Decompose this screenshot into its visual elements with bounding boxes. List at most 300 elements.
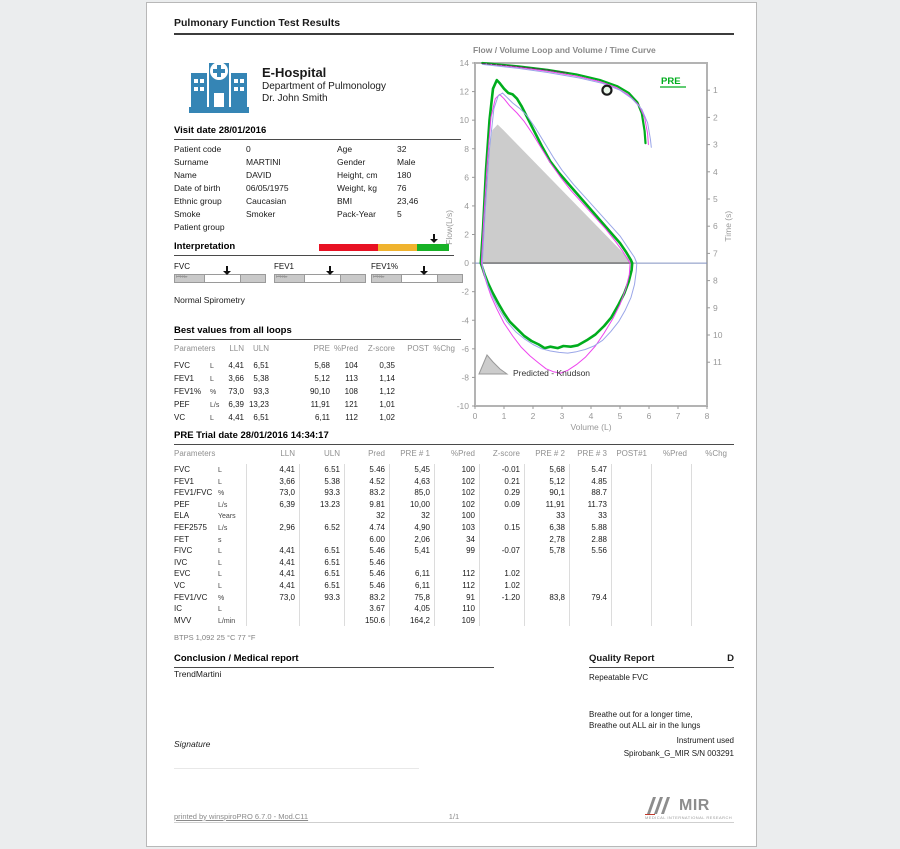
patient-field xyxy=(174,183,334,196)
table-cell xyxy=(299,510,344,522)
table-cell: 0.29 xyxy=(479,487,524,499)
volume-tick-label: 8 xyxy=(704,411,710,421)
pre-trial-title: PRE Trial date 28/01/2016 14:34:17 xyxy=(174,430,734,445)
parameter-name: FEF2575 xyxy=(174,522,207,532)
table-cell: 83.2 xyxy=(344,487,389,499)
table-cell xyxy=(399,411,433,424)
page-number: 1/1 xyxy=(448,812,460,821)
table-cell: -0.01 xyxy=(479,464,524,476)
table-cell: 1,02 xyxy=(379,413,395,422)
time-tick-label: 6 xyxy=(713,221,718,232)
column-header: PRE # 2 xyxy=(535,449,565,458)
volume-tick-label: 2 xyxy=(530,411,536,421)
volume-tick-label: 6 xyxy=(646,411,652,421)
time-tick-label: 3 xyxy=(713,139,718,150)
column-header: POST xyxy=(407,344,429,353)
patient-field-value: MARTINI xyxy=(246,157,281,167)
column-header: POST#1 xyxy=(616,449,647,458)
time-tick-label: 8 xyxy=(713,275,718,286)
time-tick-label: 1 xyxy=(713,85,718,96)
flow-tick-label: 4 xyxy=(464,200,469,211)
table-cell: 103 xyxy=(434,522,479,534)
table-cell: 88.7 xyxy=(569,487,611,499)
hospital-icon xyxy=(187,55,251,117)
patient-field-label: Gender xyxy=(337,157,366,167)
severity-arrow-icon xyxy=(430,234,438,243)
table-cell: 90,1 xyxy=(524,487,569,499)
table-cell: 0.15 xyxy=(479,522,524,534)
table-cell: 110 xyxy=(434,603,479,615)
table-cell: 4.74 xyxy=(344,522,389,534)
patient-field-value: 5 xyxy=(397,209,402,219)
table-cell: 6.52 xyxy=(299,522,344,534)
gauge-segment xyxy=(401,275,438,282)
btps-line: BTPS 1,092 25 °C 77 °F xyxy=(174,633,256,642)
time-tick-label: 7 xyxy=(713,248,718,259)
table-cell xyxy=(611,522,651,534)
volume-tick-label: 5 xyxy=(617,411,623,421)
parameter-name: FEV1 xyxy=(174,476,195,486)
table-cell xyxy=(246,615,299,627)
table-cell xyxy=(651,580,691,592)
parameter-name: PEF xyxy=(174,400,190,409)
table-cell: 100 xyxy=(434,464,479,476)
table-cell xyxy=(691,557,731,569)
table-cell xyxy=(399,372,433,385)
hospital-doctor: Dr. John Smith xyxy=(262,93,328,104)
table-cell: % xyxy=(218,594,225,602)
patient-field-label: Surname xyxy=(174,157,209,167)
patient-field-label: Patient group xyxy=(174,222,225,232)
table-cell: 1,14 xyxy=(379,374,395,383)
table-cell: 5.38 xyxy=(299,476,344,488)
table-cell: 11.73 xyxy=(569,499,611,511)
table-cell xyxy=(611,534,651,546)
column-header: LLN xyxy=(280,449,295,458)
table-cell: 5,68 xyxy=(314,361,330,370)
table-cell: 32 xyxy=(344,510,389,522)
flow-tick-label: -6 xyxy=(461,343,469,354)
gauge-segment xyxy=(241,275,265,282)
patient-info-left xyxy=(174,144,334,235)
table-cell: 109 xyxy=(434,615,479,627)
page-title: Pulmonary Function Test Results xyxy=(174,17,734,35)
gauge-pre-tag: PRE xyxy=(176,274,188,280)
column-header: %Chg xyxy=(433,344,455,353)
patient-field-label: Weight, kg xyxy=(337,183,378,193)
table-cell xyxy=(691,464,731,476)
hospital-name: E-Hospital xyxy=(262,65,327,80)
parameter-name: IC xyxy=(174,604,182,614)
time-tick-label: 4 xyxy=(713,166,718,177)
severity-segment xyxy=(319,244,378,251)
table-cell xyxy=(611,557,651,569)
table-cell: 5,12 xyxy=(524,476,569,488)
table-cell: 33 xyxy=(569,510,611,522)
table-cell: Years xyxy=(218,513,236,521)
table-cell: -1.20 xyxy=(479,592,524,604)
table-cell: 0.21 xyxy=(479,476,524,488)
table-cell xyxy=(691,592,731,604)
conclusion-title: Conclusion / Medical report xyxy=(174,653,494,668)
table-cell: L xyxy=(210,363,214,370)
flow-tick-label: -2 xyxy=(461,286,469,297)
volume-tick-label: 4 xyxy=(588,411,594,421)
table-cell: L xyxy=(210,415,214,422)
table-cell xyxy=(691,580,731,592)
patient-field xyxy=(174,222,334,235)
x-axis-title: Volume (L) xyxy=(570,422,612,432)
table-cell: 121 xyxy=(344,400,358,409)
table-cell xyxy=(479,615,524,627)
table-cell xyxy=(651,592,691,604)
table-cell xyxy=(479,603,524,615)
parameter-name: PEF xyxy=(174,499,190,509)
gauge-pre-tag: PRE xyxy=(373,274,385,280)
table-cell: 100 xyxy=(434,510,479,522)
patient-field-value: 06/05/1975 xyxy=(246,183,289,193)
table-cell xyxy=(524,603,569,615)
table-cell xyxy=(299,603,344,615)
table-cell xyxy=(611,603,651,615)
table-cell xyxy=(611,568,651,580)
gauge-bar xyxy=(274,274,366,283)
gauge-arrow-icon xyxy=(326,266,334,275)
patient-field-value: 0 xyxy=(246,144,251,154)
table-cell xyxy=(299,534,344,546)
table-cell xyxy=(691,568,731,580)
table-cell: L/s xyxy=(218,501,228,509)
patient-field-label: Age xyxy=(337,144,353,154)
table-cell: 0,35 xyxy=(379,361,395,370)
table-cell: 104 xyxy=(344,361,358,370)
table-cell: -0.07 xyxy=(479,545,524,557)
table-cell: 91 xyxy=(434,592,479,604)
table-cell xyxy=(651,545,691,557)
table-cell: 5,38 xyxy=(253,374,269,383)
parameter-name: FEV1/FVC xyxy=(174,488,213,498)
table-cell: 75,8 xyxy=(389,592,434,604)
footer-rule xyxy=(174,822,734,823)
column-header: ULN xyxy=(252,344,269,353)
gauge-label: FVC xyxy=(174,262,190,271)
parameter-name: FEV1 xyxy=(174,374,195,383)
table-cell: 112 xyxy=(434,568,479,580)
table-cell xyxy=(479,534,524,546)
table-cell xyxy=(691,615,731,627)
table-cell: 2,96 xyxy=(246,522,299,534)
table-cell: 4,41 xyxy=(246,557,299,569)
quality-line: Repeatable FVC xyxy=(589,673,649,682)
parameter-name: FVC xyxy=(174,361,190,370)
table-cell xyxy=(611,615,651,627)
table-cell: 113 xyxy=(345,374,358,383)
column-header: Z-score xyxy=(367,344,395,353)
table-cell: L xyxy=(218,467,222,474)
table-cell xyxy=(569,557,611,569)
table-cell: 5,41 xyxy=(389,545,434,557)
flow-tick-label: -10 xyxy=(456,401,469,411)
best-values-table xyxy=(174,343,464,424)
table-cell: % xyxy=(210,389,217,396)
table-cell: 4.52 xyxy=(344,476,389,488)
table-cell: L xyxy=(218,548,222,556)
parameter-name: FVC xyxy=(174,465,190,474)
table-cell: 73,0 xyxy=(246,487,299,499)
table-cell: 73,0 xyxy=(246,592,299,604)
patient-field-value: Smoker xyxy=(246,209,276,219)
patient-field-label: Patient code xyxy=(174,144,222,154)
parameter-name: VC xyxy=(174,580,186,590)
table-cell: 6,11 xyxy=(389,568,434,580)
table-cell: 5.46 xyxy=(344,568,389,580)
table-cell xyxy=(651,534,691,546)
time-tick-label: 11 xyxy=(713,357,722,368)
quality-report-title: Quality Report xyxy=(589,653,655,664)
table-cell: 4,05 xyxy=(389,603,434,615)
table-cell: 33 xyxy=(524,510,569,522)
gauge-segment xyxy=(341,275,365,282)
table-cell: 4,41 xyxy=(228,413,244,422)
table-cell: 5,68 xyxy=(524,464,569,476)
mir-logo-caption: MEDICAL INTERNATIONAL RESEARCH xyxy=(645,815,733,820)
patient-field-label: Date of birth xyxy=(174,183,221,193)
volume-tick-label: 3 xyxy=(559,411,565,421)
table-cell: 93,3 xyxy=(253,387,269,396)
instrument-block xyxy=(507,736,734,758)
table-cell xyxy=(611,487,651,499)
table-cell xyxy=(399,398,433,411)
table-cell xyxy=(651,510,691,522)
table-cell xyxy=(651,615,691,627)
table-cell xyxy=(691,603,731,615)
table-cell: 5,45 xyxy=(389,464,434,476)
table-cell: 6,11 xyxy=(315,413,330,422)
table-cell: L/s xyxy=(210,402,220,409)
quality-advice-line: Breathe out ALL air in the lungs xyxy=(589,721,701,730)
quality-advice-line: Breathe out for a longer time, xyxy=(589,710,693,719)
table-cell: L xyxy=(218,478,222,486)
flow-tick-label: -8 xyxy=(461,372,469,383)
instrument-label: Instrument used xyxy=(676,736,734,745)
table-cell: 85,0 xyxy=(389,487,434,499)
table-cell xyxy=(611,510,651,522)
gauge-fvc xyxy=(174,262,266,283)
parameter-name: VC xyxy=(174,413,186,422)
table-cell xyxy=(434,557,479,569)
table-cell: 1,01 xyxy=(379,400,395,409)
patient-field-label: Smoke xyxy=(174,209,201,219)
patient-field-value: Male xyxy=(397,157,416,167)
parameter-name: ELA xyxy=(174,511,190,521)
table-cell: 6.51 xyxy=(299,464,344,476)
quality-report xyxy=(589,653,734,731)
gauge-bar xyxy=(174,274,266,283)
quality-grade: D xyxy=(727,653,734,664)
flow-tick-label: 2 xyxy=(464,229,469,240)
gauge-arrow-icon xyxy=(420,266,428,275)
mir-logo-text: MIR xyxy=(679,797,710,814)
table-cell: 93.3 xyxy=(299,487,344,499)
table-cell: 3,66 xyxy=(246,476,299,488)
parameter-name: FET xyxy=(174,534,190,544)
interpretation-result: Normal Spirometry xyxy=(174,295,245,305)
volume-tick-label: 1 xyxy=(501,411,507,421)
flow-tick-label: 6 xyxy=(464,172,469,183)
instrument-value: Spirobank_G_MIR S/N 003291 xyxy=(623,749,734,758)
table-cell xyxy=(651,522,691,534)
gauge-segment xyxy=(304,275,341,282)
table-cell xyxy=(524,568,569,580)
visit-date-title: Visit date 28/01/2016 xyxy=(174,125,461,140)
column-header xyxy=(218,448,246,464)
gauge-label: FEV1 xyxy=(274,262,295,271)
table-cell xyxy=(611,580,651,592)
parameter-name: IVC xyxy=(174,557,188,567)
left-axis-title: Flow(L/s) xyxy=(444,209,454,245)
table-cell: 4,63 xyxy=(389,476,434,488)
table-cell xyxy=(691,534,731,546)
column-header: %Chg xyxy=(705,449,727,458)
mir-logo-mark xyxy=(645,795,679,815)
parameter-name: FEV1% xyxy=(174,387,202,396)
table-cell xyxy=(651,487,691,499)
table-cell: 5,78 xyxy=(524,545,569,557)
table-cell: 4,41 xyxy=(228,361,244,370)
table-cell: 90,10 xyxy=(309,387,330,396)
table-cell xyxy=(651,499,691,511)
table-cell: 6,38 xyxy=(524,522,569,534)
patient-field-label: Height, cm xyxy=(337,170,378,180)
patient-field-label: Pack-Year xyxy=(337,209,376,219)
parameter-name: FIVC xyxy=(174,546,193,556)
table-cell: 5.46 xyxy=(344,545,389,557)
table-cell: 5.46 xyxy=(344,464,389,476)
hospital-department: Department of Pulmonology xyxy=(262,81,386,92)
table-cell: 0.09 xyxy=(479,499,524,511)
table-cell: 5,12 xyxy=(314,374,330,383)
table-cell: L/s xyxy=(218,524,228,532)
table-cell: 99 xyxy=(434,545,479,557)
printed-by-text: printed by winspiroPRO 6.7.0 - Mod.C11 xyxy=(174,812,309,821)
column-header: PRE # 1 xyxy=(400,449,430,458)
parameter-name: FEV1/VC xyxy=(174,592,208,602)
column-header: PRE # 3 xyxy=(577,449,607,458)
column-header: Parameters xyxy=(174,449,216,458)
table-cell: 5.56 xyxy=(569,545,611,557)
table-cell: 79.4 xyxy=(569,592,611,604)
table-cell: 11,91 xyxy=(310,400,330,409)
patient-field xyxy=(174,144,334,157)
gauge-segment xyxy=(204,275,241,282)
column-header: %Pred xyxy=(334,344,359,353)
interpretation-gauges xyxy=(174,262,464,292)
time-tick-label: 10 xyxy=(713,330,723,340)
patient-field-value: 76 xyxy=(397,183,407,193)
time-tick-label: 5 xyxy=(713,194,718,204)
patient-field xyxy=(174,170,334,183)
table-cell xyxy=(611,545,651,557)
table-cell xyxy=(691,510,731,522)
table-cell xyxy=(569,568,611,580)
patient-field-value: 32 xyxy=(397,144,407,154)
table-cell xyxy=(691,522,731,534)
table-cell xyxy=(524,615,569,627)
table-cell xyxy=(569,580,611,592)
table-cell: 4,41 xyxy=(246,568,299,580)
table-cell: L xyxy=(218,606,222,614)
table-cell xyxy=(246,510,299,522)
table-cell: 13.23 xyxy=(299,499,344,511)
patient-field-label: BMI xyxy=(337,196,353,206)
column-header: Z-score xyxy=(492,449,520,458)
pre-legend-label: PRE xyxy=(661,76,681,87)
table-cell: 93.3 xyxy=(299,592,344,604)
table-cell xyxy=(611,476,651,488)
table-cell: 150.6 xyxy=(344,615,389,627)
table-cell xyxy=(399,359,433,372)
table-cell xyxy=(691,476,731,488)
table-cell: 112 xyxy=(434,580,479,592)
flow-volume-chart xyxy=(443,43,739,437)
table-cell: 6,39 xyxy=(228,400,244,409)
flow-tick-label: 0 xyxy=(464,258,469,269)
table-cell: 1.02 xyxy=(479,580,524,592)
table-cell: 6.51 xyxy=(299,545,344,557)
patient-field-label: Name xyxy=(174,170,197,180)
table-cell: 83,8 xyxy=(524,592,569,604)
table-cell: L xyxy=(218,559,222,567)
table-cell: 34 xyxy=(434,534,479,546)
table-cell: 83.2 xyxy=(344,592,389,604)
table-cell xyxy=(299,615,344,627)
patient-field xyxy=(174,209,334,222)
patient-field-value: 180 xyxy=(397,170,412,180)
table-cell: L xyxy=(218,571,222,579)
parameter-name: MVV xyxy=(174,615,192,625)
table-cell: 102 xyxy=(434,499,479,511)
table-cell: 4,41 xyxy=(246,464,299,476)
table-cell: s xyxy=(218,536,222,544)
table-cell: 6,51 xyxy=(253,413,269,422)
table-cell: 102 xyxy=(434,487,479,499)
table-cell: 4,90 xyxy=(389,522,434,534)
patient-field-label: Ethnic group xyxy=(174,196,222,206)
report-page xyxy=(146,2,757,847)
table-cell: 108 xyxy=(344,387,358,396)
signature-line xyxy=(174,768,419,769)
conclusion-text: TrendMartini xyxy=(174,669,222,679)
gauge-label: FEV1% xyxy=(371,262,399,271)
gauge-pre-tag: PRE xyxy=(276,274,288,280)
best-values-title: Best values from all loops xyxy=(174,325,461,340)
table-cell: 5.88 xyxy=(569,522,611,534)
patient-field xyxy=(174,157,334,170)
table-cell: 6,51 xyxy=(253,361,269,370)
table-cell: 1,12 xyxy=(379,387,395,396)
table-cell: 6.51 xyxy=(299,580,344,592)
column-header: %Pred xyxy=(450,449,475,458)
column-header: Pred xyxy=(368,449,385,458)
table-cell xyxy=(524,580,569,592)
table-cell: 10,00 xyxy=(389,499,434,511)
volume-tick-label: 7 xyxy=(675,411,681,421)
table-cell: 112 xyxy=(345,413,358,422)
table-cell xyxy=(651,464,691,476)
patient-field-value: 23,46 xyxy=(397,196,419,206)
table-cell xyxy=(691,487,731,499)
right-axis-title: Time (s) xyxy=(723,210,733,242)
